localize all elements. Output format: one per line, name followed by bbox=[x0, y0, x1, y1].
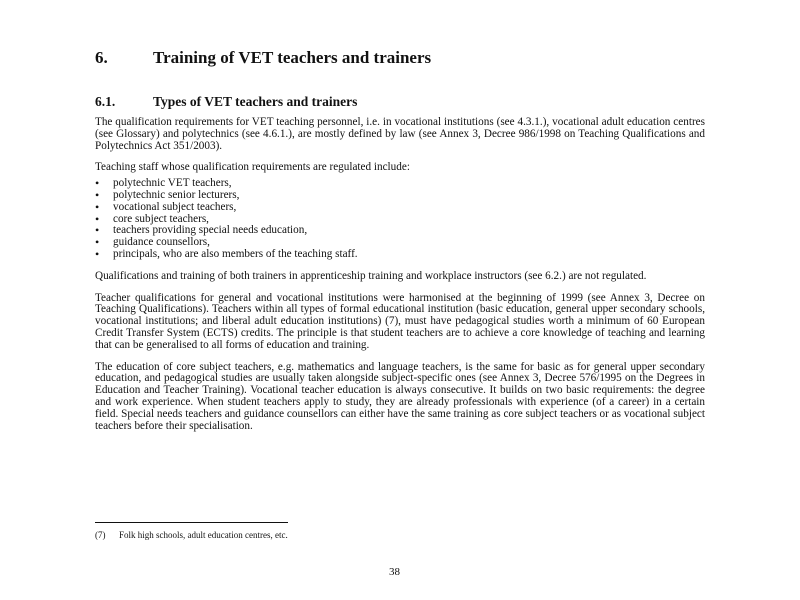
list-item: • guidance counsellors, bbox=[95, 237, 705, 249]
section-heading bbox=[95, 94, 357, 110]
list-item: • principals, who are also members of the teaching staff. bbox=[95, 249, 705, 261]
paragraph-qualification-requirements: The qualification requirements for VET teaching personnel, i.e. in vocational institutions (see 4.3.1.), vocational adult education centres (see Glossary) and polytechnics (see 4.6.1.), are mostly defined by law (see Annex 3, Decree 986/1998 on Teaching Qualifications and Polytechnics Act 351/2003). bbox=[95, 116, 705, 152]
page-number: 38 bbox=[389, 566, 400, 578]
paragraph-trainers: Qualifications and training of both trainers in apprenticeship training and workplace instructors (see 6.2.) are not regulated. bbox=[95, 269, 647, 282]
chapter-number: 6. bbox=[95, 48, 108, 67]
list-item: • teachers providing special needs education, bbox=[95, 225, 705, 237]
footnote-separator bbox=[95, 522, 288, 523]
list-item: • vocational subject teachers, bbox=[95, 202, 705, 214]
list-item: • polytechnic VET teachers, bbox=[95, 178, 705, 190]
chapter-title: Training of VET teachers and trainers bbox=[153, 48, 432, 67]
section-title: Types of VET teachers and trainers bbox=[153, 94, 358, 109]
regulated-staff-list bbox=[95, 178, 705, 261]
paragraph-core-subject-teachers: The education of core subject teachers, e.g. mathematics and language teachers, is the same for basic as for general upper secondary education, and pedagogical studies are usually taken alongside subject-specific ones (see Annex 3, Decree 576/1995 on the Degrees in Education and Teacher Training). Vocational teacher education is always consecutive. It builds on two basic requirements: the degree and work experience. When student teachers apply to study, they are already professionals with experience (of a career) in a certain field. Special needs teachers and guidance counsellors can either have the same training as core subject teachers or as vocational subject teachers before their specialisation. bbox=[95, 360, 705, 432]
section-body bbox=[95, 117, 705, 442]
chapter-heading bbox=[95, 48, 431, 68]
footnote bbox=[95, 530, 288, 540]
list-item: • polytechnic senior lecturers, bbox=[95, 190, 705, 202]
paragraph-harmonisation: Teacher qualifications for general and vocational institutions were harmonised at the beginning of 1999 (see Annex 3, Decree on Teaching Qualifications). Teachers within all types of formal educational institution (basic education, general upper secondary schools, vocational institutions; and liberal adult education institutions) (7), must have pedagogical studies worth a minimum of 60 European Credit Transfer System (ECTS) credits. The principle is that student teachers are to achieve a core knowledge of teaching and learning that can be generalised to all forms of education and training. bbox=[95, 291, 705, 351]
list-item: • core subject teachers, bbox=[95, 214, 705, 226]
footnote-text: Folk high schools, adult education centres, etc. bbox=[119, 530, 288, 540]
paragraph-list-intro: Teaching staff whose qualification requirements are regulated include: bbox=[95, 161, 410, 174]
footnote-mark: (7) bbox=[95, 530, 106, 540]
section-number: 6.1. bbox=[95, 94, 116, 109]
